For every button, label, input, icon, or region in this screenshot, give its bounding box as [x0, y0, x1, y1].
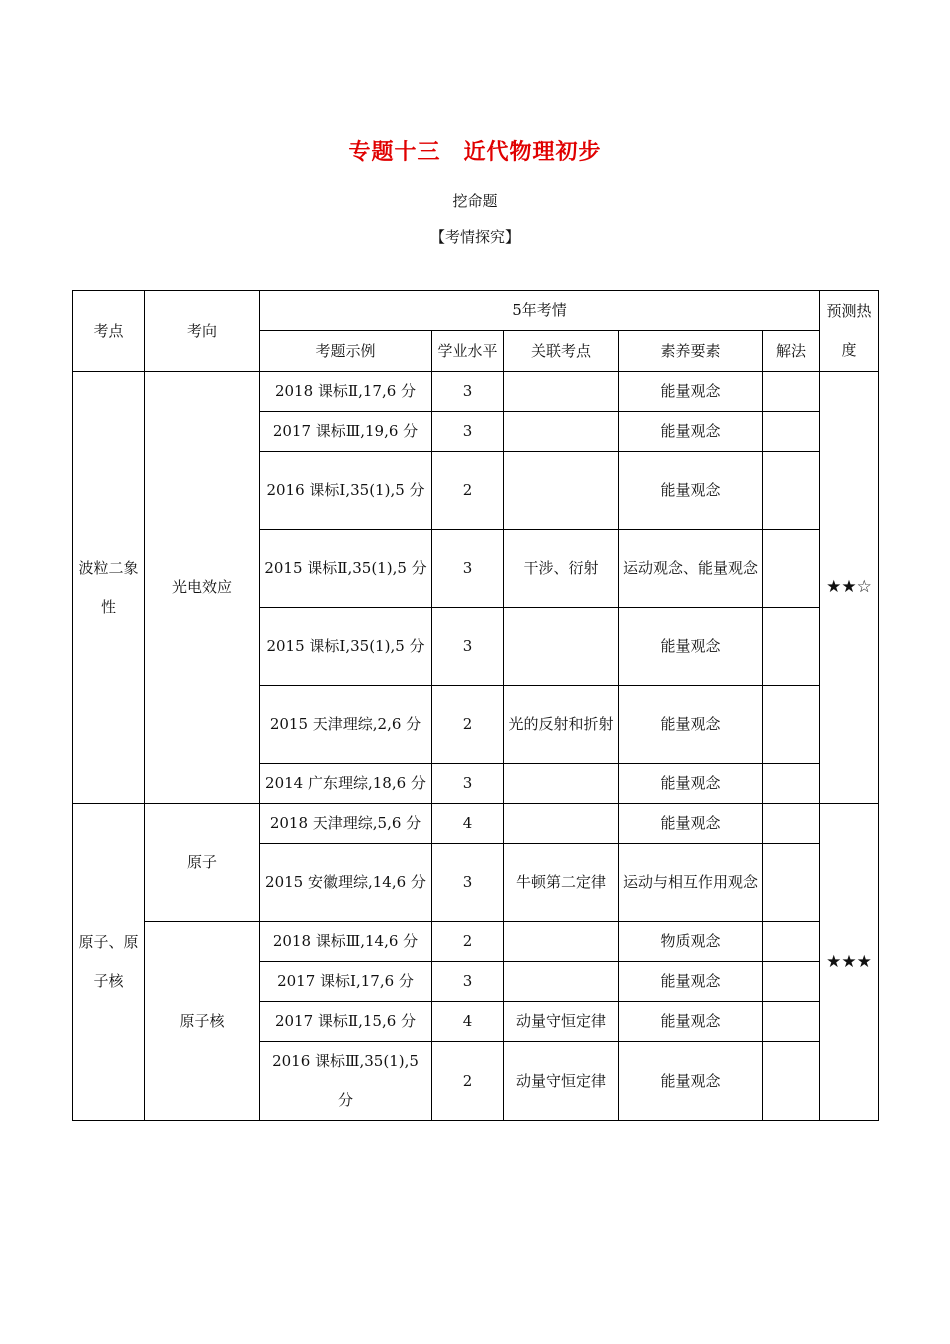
level-cell: 3: [432, 412, 504, 452]
header-related: 关联考点: [504, 331, 619, 372]
literacy-cell: 物质观念: [619, 922, 763, 962]
level-cell: 3: [432, 608, 504, 686]
method-cell: [763, 962, 820, 1002]
level-cell: 3: [432, 530, 504, 608]
example-cell: 2017 课标Ⅱ,15,6 分: [260, 1002, 432, 1042]
literacy-cell: 能量观念: [619, 804, 763, 844]
kaoxiang-cell: 光电效应: [145, 372, 260, 804]
kaoxiang-cell: 原子: [145, 804, 260, 922]
example-cell: 2015 课标Ⅱ,35(1),5 分: [260, 530, 432, 608]
related-cell: [504, 922, 619, 962]
header-kaoxiang: 考向: [145, 291, 260, 372]
method-cell: [763, 764, 820, 804]
related-cell: 动量守恒定律: [504, 1042, 619, 1121]
method-cell: [763, 844, 820, 922]
method-cell: [763, 530, 820, 608]
example-cell: 2016 课标Ⅰ,35(1),5 分: [260, 452, 432, 530]
method-cell: [763, 608, 820, 686]
method-cell: [763, 804, 820, 844]
example-cell: 2018 课标Ⅱ,17,6 分: [260, 372, 432, 412]
level-cell: 4: [432, 804, 504, 844]
example-cell: 2017 课标Ⅲ,19,6 分: [260, 412, 432, 452]
literacy-cell: 运动观念、能量观念: [619, 530, 763, 608]
example-cell: 2016 课标Ⅲ,35(1),5 分: [260, 1042, 432, 1121]
example-cell: 2014 广东理综,18,6 分: [260, 764, 432, 804]
level-cell: 3: [432, 844, 504, 922]
literacy-cell: 能量观念: [619, 764, 763, 804]
literacy-cell: 能量观念: [619, 372, 763, 412]
kaodian-cell: 波粒二象性: [73, 372, 145, 804]
header-five-year: 5年考情: [260, 291, 820, 331]
related-cell: [504, 962, 619, 1002]
method-cell: [763, 1042, 820, 1121]
example-cell: 2015 安徽理综,14,6 分: [260, 844, 432, 922]
kaodian-cell: 原子、原子核: [73, 804, 145, 1121]
related-cell: [504, 764, 619, 804]
related-cell: 干涉、衍射: [504, 530, 619, 608]
table-row: [73, 372, 879, 412]
level-cell: 2: [432, 686, 504, 764]
related-cell: [504, 608, 619, 686]
literacy-cell: 能量观念: [619, 686, 763, 764]
header-literacy: 素养要素: [619, 331, 763, 372]
literacy-cell: 能量观念: [619, 452, 763, 530]
related-cell: [504, 452, 619, 530]
method-cell: [763, 452, 820, 530]
example-cell: 2018 课标Ⅲ,14,6 分: [260, 922, 432, 962]
level-cell: 4: [432, 1002, 504, 1042]
literacy-cell: 能量观念: [619, 412, 763, 452]
literacy-cell: 能量观念: [619, 1002, 763, 1042]
literacy-cell: 能量观念: [619, 962, 763, 1002]
example-cell: 2015 课标Ⅰ,35(1),5 分: [260, 608, 432, 686]
heat-rating-cell: ★★★: [820, 804, 879, 1121]
level-cell: 2: [432, 452, 504, 530]
level-cell: 3: [432, 764, 504, 804]
header-method: 解法: [763, 331, 820, 372]
method-cell: [763, 1002, 820, 1042]
level-cell: 2: [432, 1042, 504, 1121]
table-row: [73, 804, 879, 844]
header-example: 考题示例: [260, 331, 432, 372]
example-cell: 2015 天津理综,2,6 分: [260, 686, 432, 764]
method-cell: [763, 922, 820, 962]
method-cell: [763, 412, 820, 452]
section-label: 【考情探究】: [429, 228, 520, 246]
header-level: 学业水平: [432, 331, 504, 372]
level-cell: 3: [432, 962, 504, 1002]
literacy-cell: 运动与相互作用观念: [619, 844, 763, 922]
related-cell: 动量守恒定律: [504, 1002, 619, 1042]
heat-rating-cell: ★★☆: [820, 372, 879, 804]
level-cell: 2: [432, 922, 504, 962]
related-cell: 牛顿第二定律: [504, 844, 619, 922]
method-cell: [763, 372, 820, 412]
method-cell: [763, 686, 820, 764]
literacy-cell: 能量观念: [619, 608, 763, 686]
related-cell: [504, 412, 619, 452]
kaoxiang-cell: 原子核: [145, 922, 260, 1121]
header-heat: 预测热度: [820, 291, 879, 372]
level-cell: 3: [432, 372, 504, 412]
related-cell: [504, 804, 619, 844]
example-cell: 2018 天津理综,5,6 分: [260, 804, 432, 844]
related-cell: 光的反射和折射: [504, 686, 619, 764]
related-cell: [504, 372, 619, 412]
page-title: 专题十三 近代物理初步: [348, 140, 602, 165]
example-cell: 2017 课标Ⅰ,17,6 分: [260, 962, 432, 1002]
header-kaodian: 考点: [73, 291, 145, 372]
page-subtitle: 挖命题: [452, 192, 498, 210]
literacy-cell: 能量观念: [619, 1042, 763, 1121]
exam-analysis-table: [72, 290, 879, 1121]
table-row: [73, 922, 879, 962]
